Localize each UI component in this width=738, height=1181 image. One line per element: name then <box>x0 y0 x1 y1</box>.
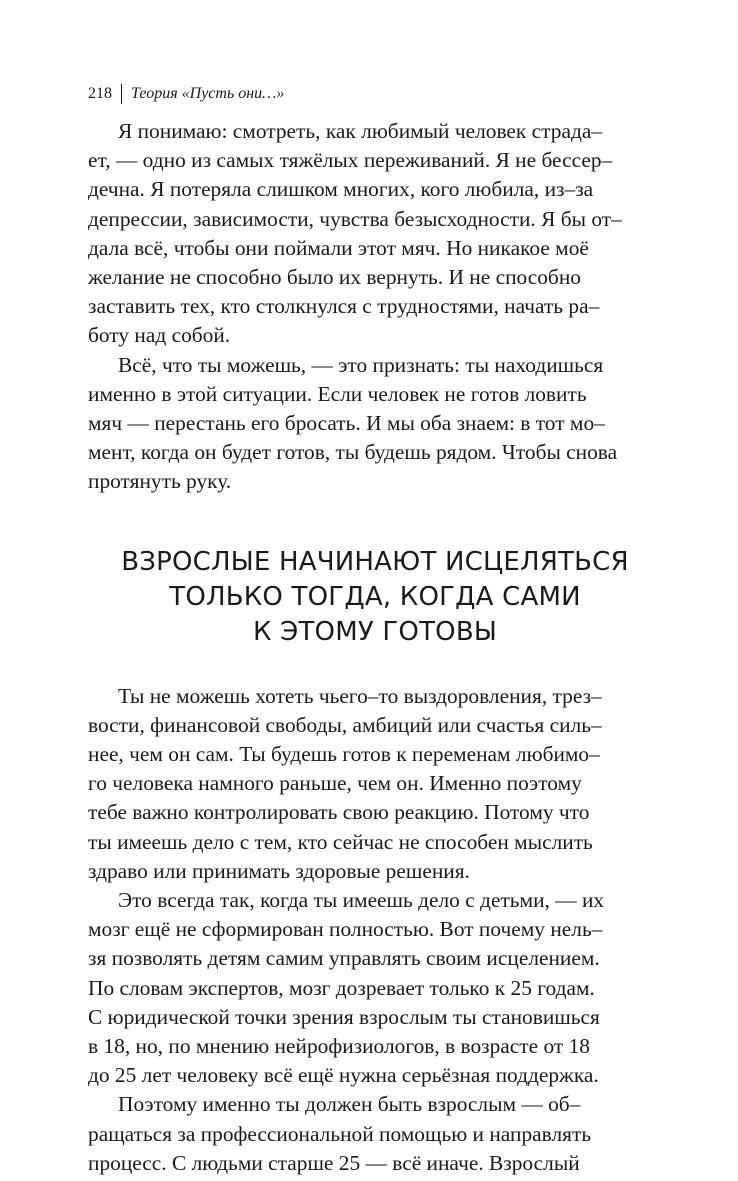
text-block-after-heading <box>88 682 662 1178</box>
section-heading: ВЗРОСЛЫЕ НАЧИНАЮТ ИСЦЕЛЯТЬСЯ ТОЛЬКО ТОГДА, КОГДА САМИ К ЭТОМУ ГОТОВЫ <box>121 546 629 647</box>
paragraph: Поэтому именно ты должен быть взрослым — об– ращаться за профессиональной помощью и направлять процесс. С людьми старше 25 — всё иначе. Взрослый <box>88 1092 592 1175</box>
paragraph: Ты не можешь хотеть чьего–то выздоровления, трез– вости, финансовой свободы, амбиций или счастья силь– нее, чем он сам. Ты будешь готов к переменам любимо– го человека намного раньше, чем он. Именно поэтому тебе важно контролировать свою реакцию. Потому что ты имеешь дело с тем, кто сейчас не способен мыслить здраво или принимать здоровые решения. <box>88 683 602 883</box>
page-number: 218 <box>88 85 112 102</box>
paragraph: Всё, что ты можешь, — это признать: ты находишься именно в этой ситуации. Если человек не готов ловить мяч — перестань его бросать. И мы оба знаем: в тот мо– мент, когда он будет готов, ты будешь рядом. Чтобы снова протянуть руку. <box>88 352 618 494</box>
paragraph: Я понимаю: смотреть, как любимый человек страда– ет, — одно из самых тяжёлых переживаний. Я не бессер– дечна. Я потеряла слишком многих, кого любила, из–за депрессии, зависимости, чувства безысходности. Я бы от– дала всё, чтобы они поймали этот мяч. Но никакое моё желание не способно было их вернуть. И не способно заставить тех, кто столкнулся с трудностями, начать ра– боту над собой. <box>88 119 622 348</box>
book-title: Теория «Пусть они…» <box>131 85 285 102</box>
text-block-before-heading <box>88 117 662 497</box>
running-head-divider <box>121 84 122 104</box>
running-head <box>88 82 662 106</box>
paragraph: Это всегда так, когда ты имеешь дело с детьми, — их мозг ещё не сформирован полностью. Вот почему нель– зя позволять детям самим управлять своим исцелением. По словам экспертов, мозг дозревает только к 25 годам. С юридической точки зрения взрослым ты становишься в 18, но, по мнению нейрофизиологов, в возрасте от 18 до 25 лет человеку всё ещё нужна серьёзная поддержка. <box>88 888 605 1088</box>
book-page <box>88 82 662 1178</box>
